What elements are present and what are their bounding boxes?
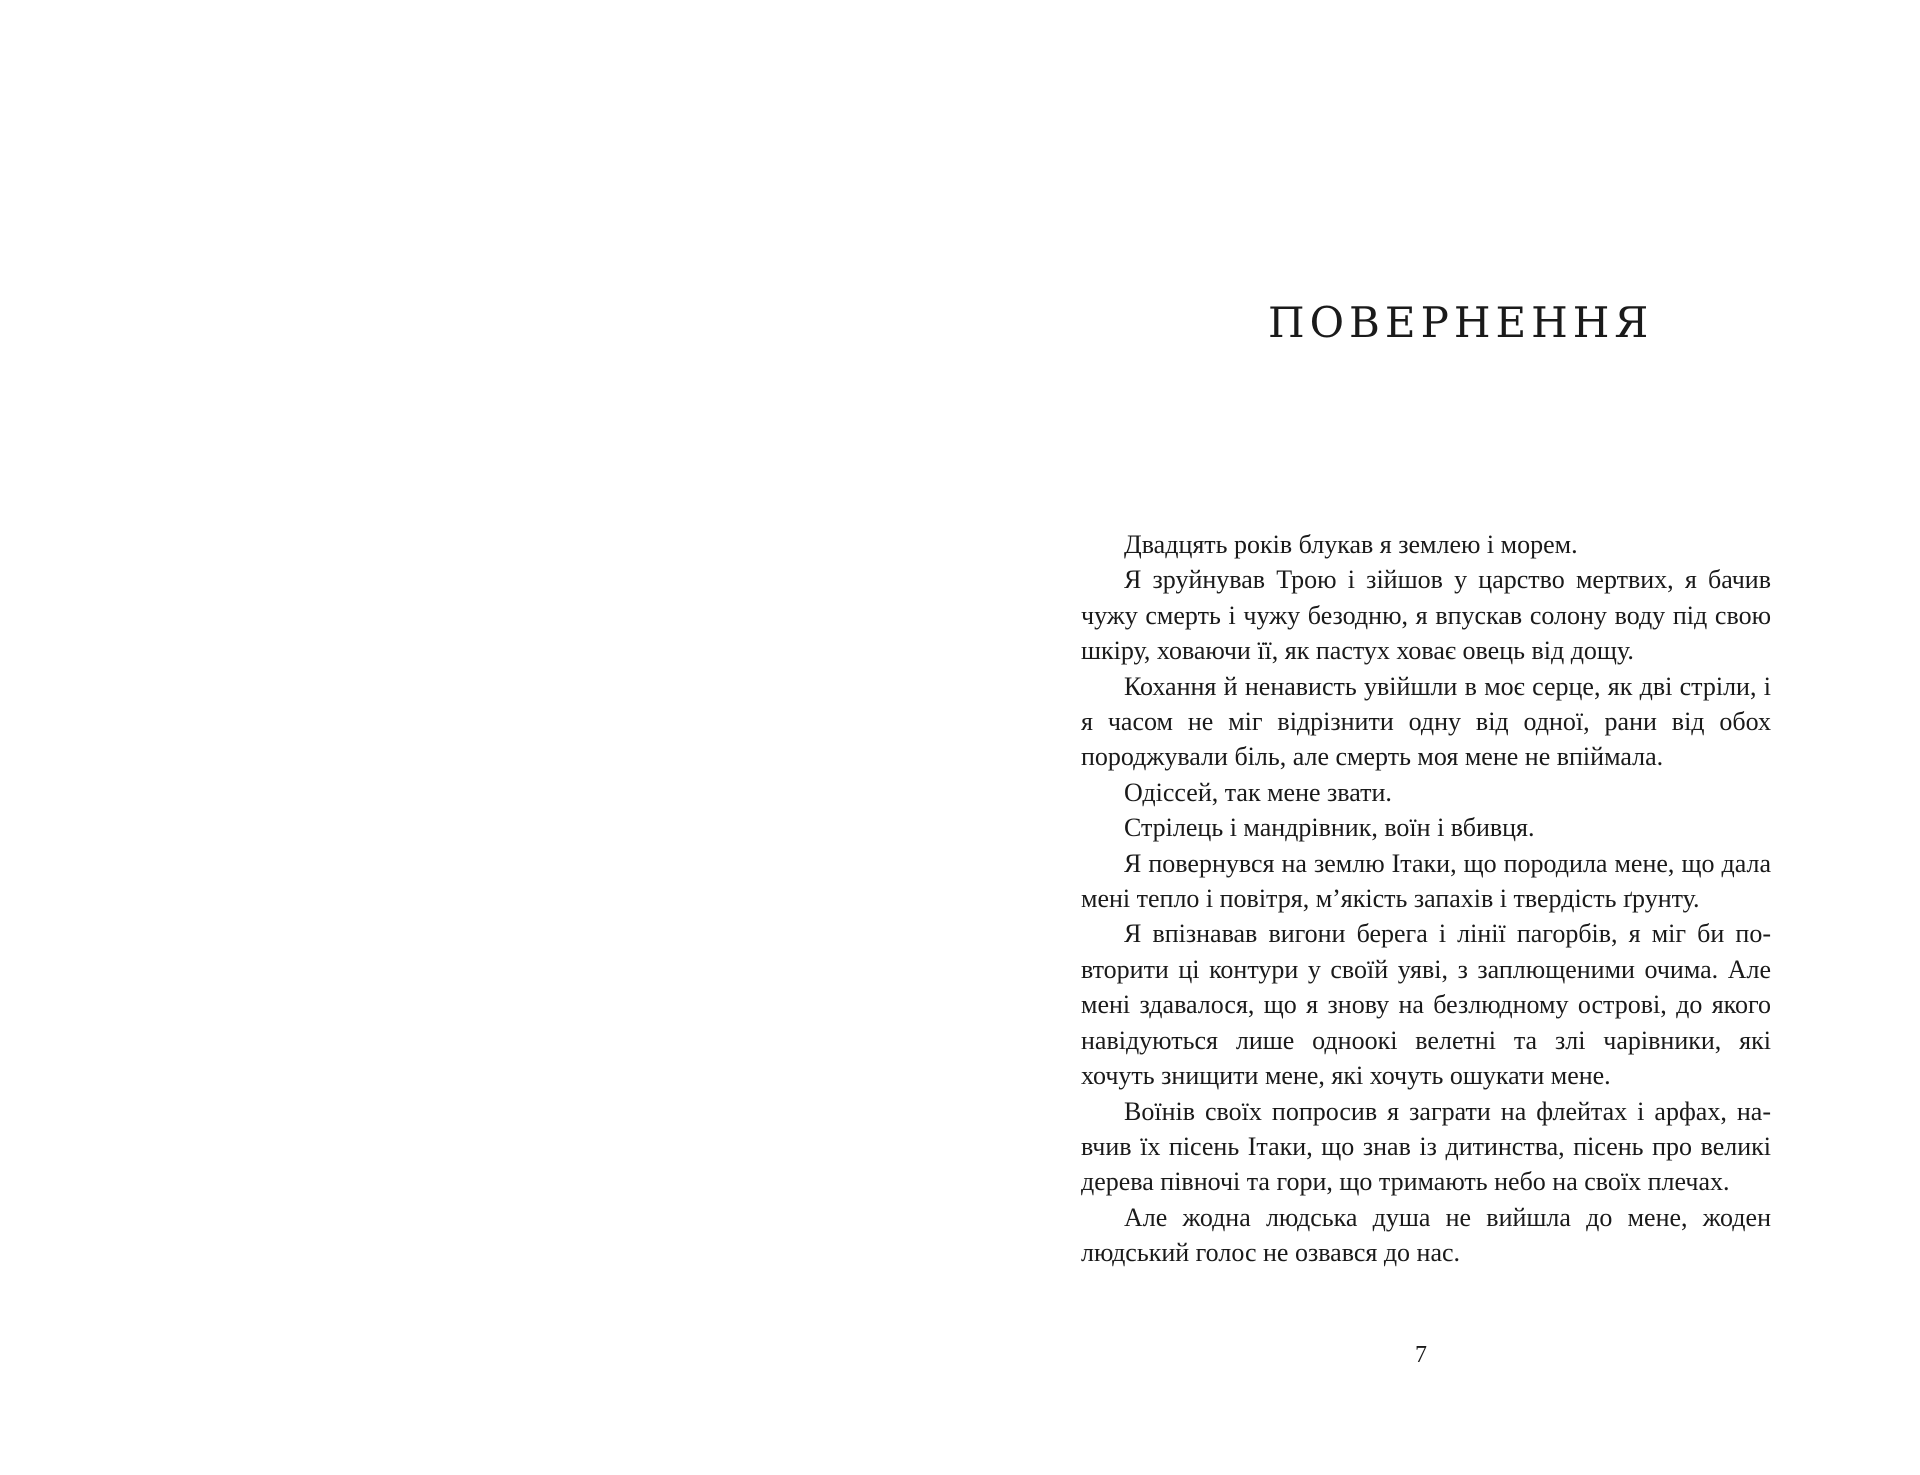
chapter-title: ПОВЕРНЕННЯ [1268, 298, 1654, 347]
page-number: 7 [1415, 1342, 1427, 1368]
paragraph: Кохання й ненависть увійшли в моє серце, як дві стріли, і я часом не міг відрізнити одну від одної, рани від обох породжували біль, але смерть моя мене не впіймала. [1081, 671, 1771, 772]
paragraph: Я повернувся на землю Ітаки, що породила мене, що дала мені тепло і повітря, м’якість запахів і твердість ґрунту. [1081, 848, 1771, 914]
paragraph: Двадцять років блукав я землею і морем. [1124, 530, 1578, 559]
paragraph: Я зруйнував Трою і зійшов у царство мертвих, я бачив чужу смерть і чужу безодню, я впускав солону воду під свою шкіру, ховаючи її, як пастух ховає овець від дощу. [1081, 565, 1771, 666]
chapter-text [1081, 527, 1771, 1271]
paragraph: Але жодна людська душа не вийшла до мене, жоден людський голос не озвався до нас. [1081, 1202, 1771, 1268]
paragraph: Я впізнавав вигони берега і лінії пагорбів, я міг би повторити ці контури у своїй уяві, з заплющеними очима. Але мені здавалося, що я знову на безлюдному острові, до якого навідуються лише одноокі велетні та злі чарівники, які хочуть знищити мене, які хочуть ошукати мене. [1081, 919, 1771, 1091]
paragraph: Одіссей, так мене звати. [1124, 777, 1392, 807]
paragraph: Стрілець і мандрівник, воїн і вбивця. [1124, 813, 1535, 843]
paragraph: Воїнів своїх попросив я заграти на флейтах і арфах, навчив їх пісень Ітаки, що знав із дитинства, пісень про великі дерева півночі та гори, що тримають небо на своїх плечах. [1081, 1096, 1771, 1197]
